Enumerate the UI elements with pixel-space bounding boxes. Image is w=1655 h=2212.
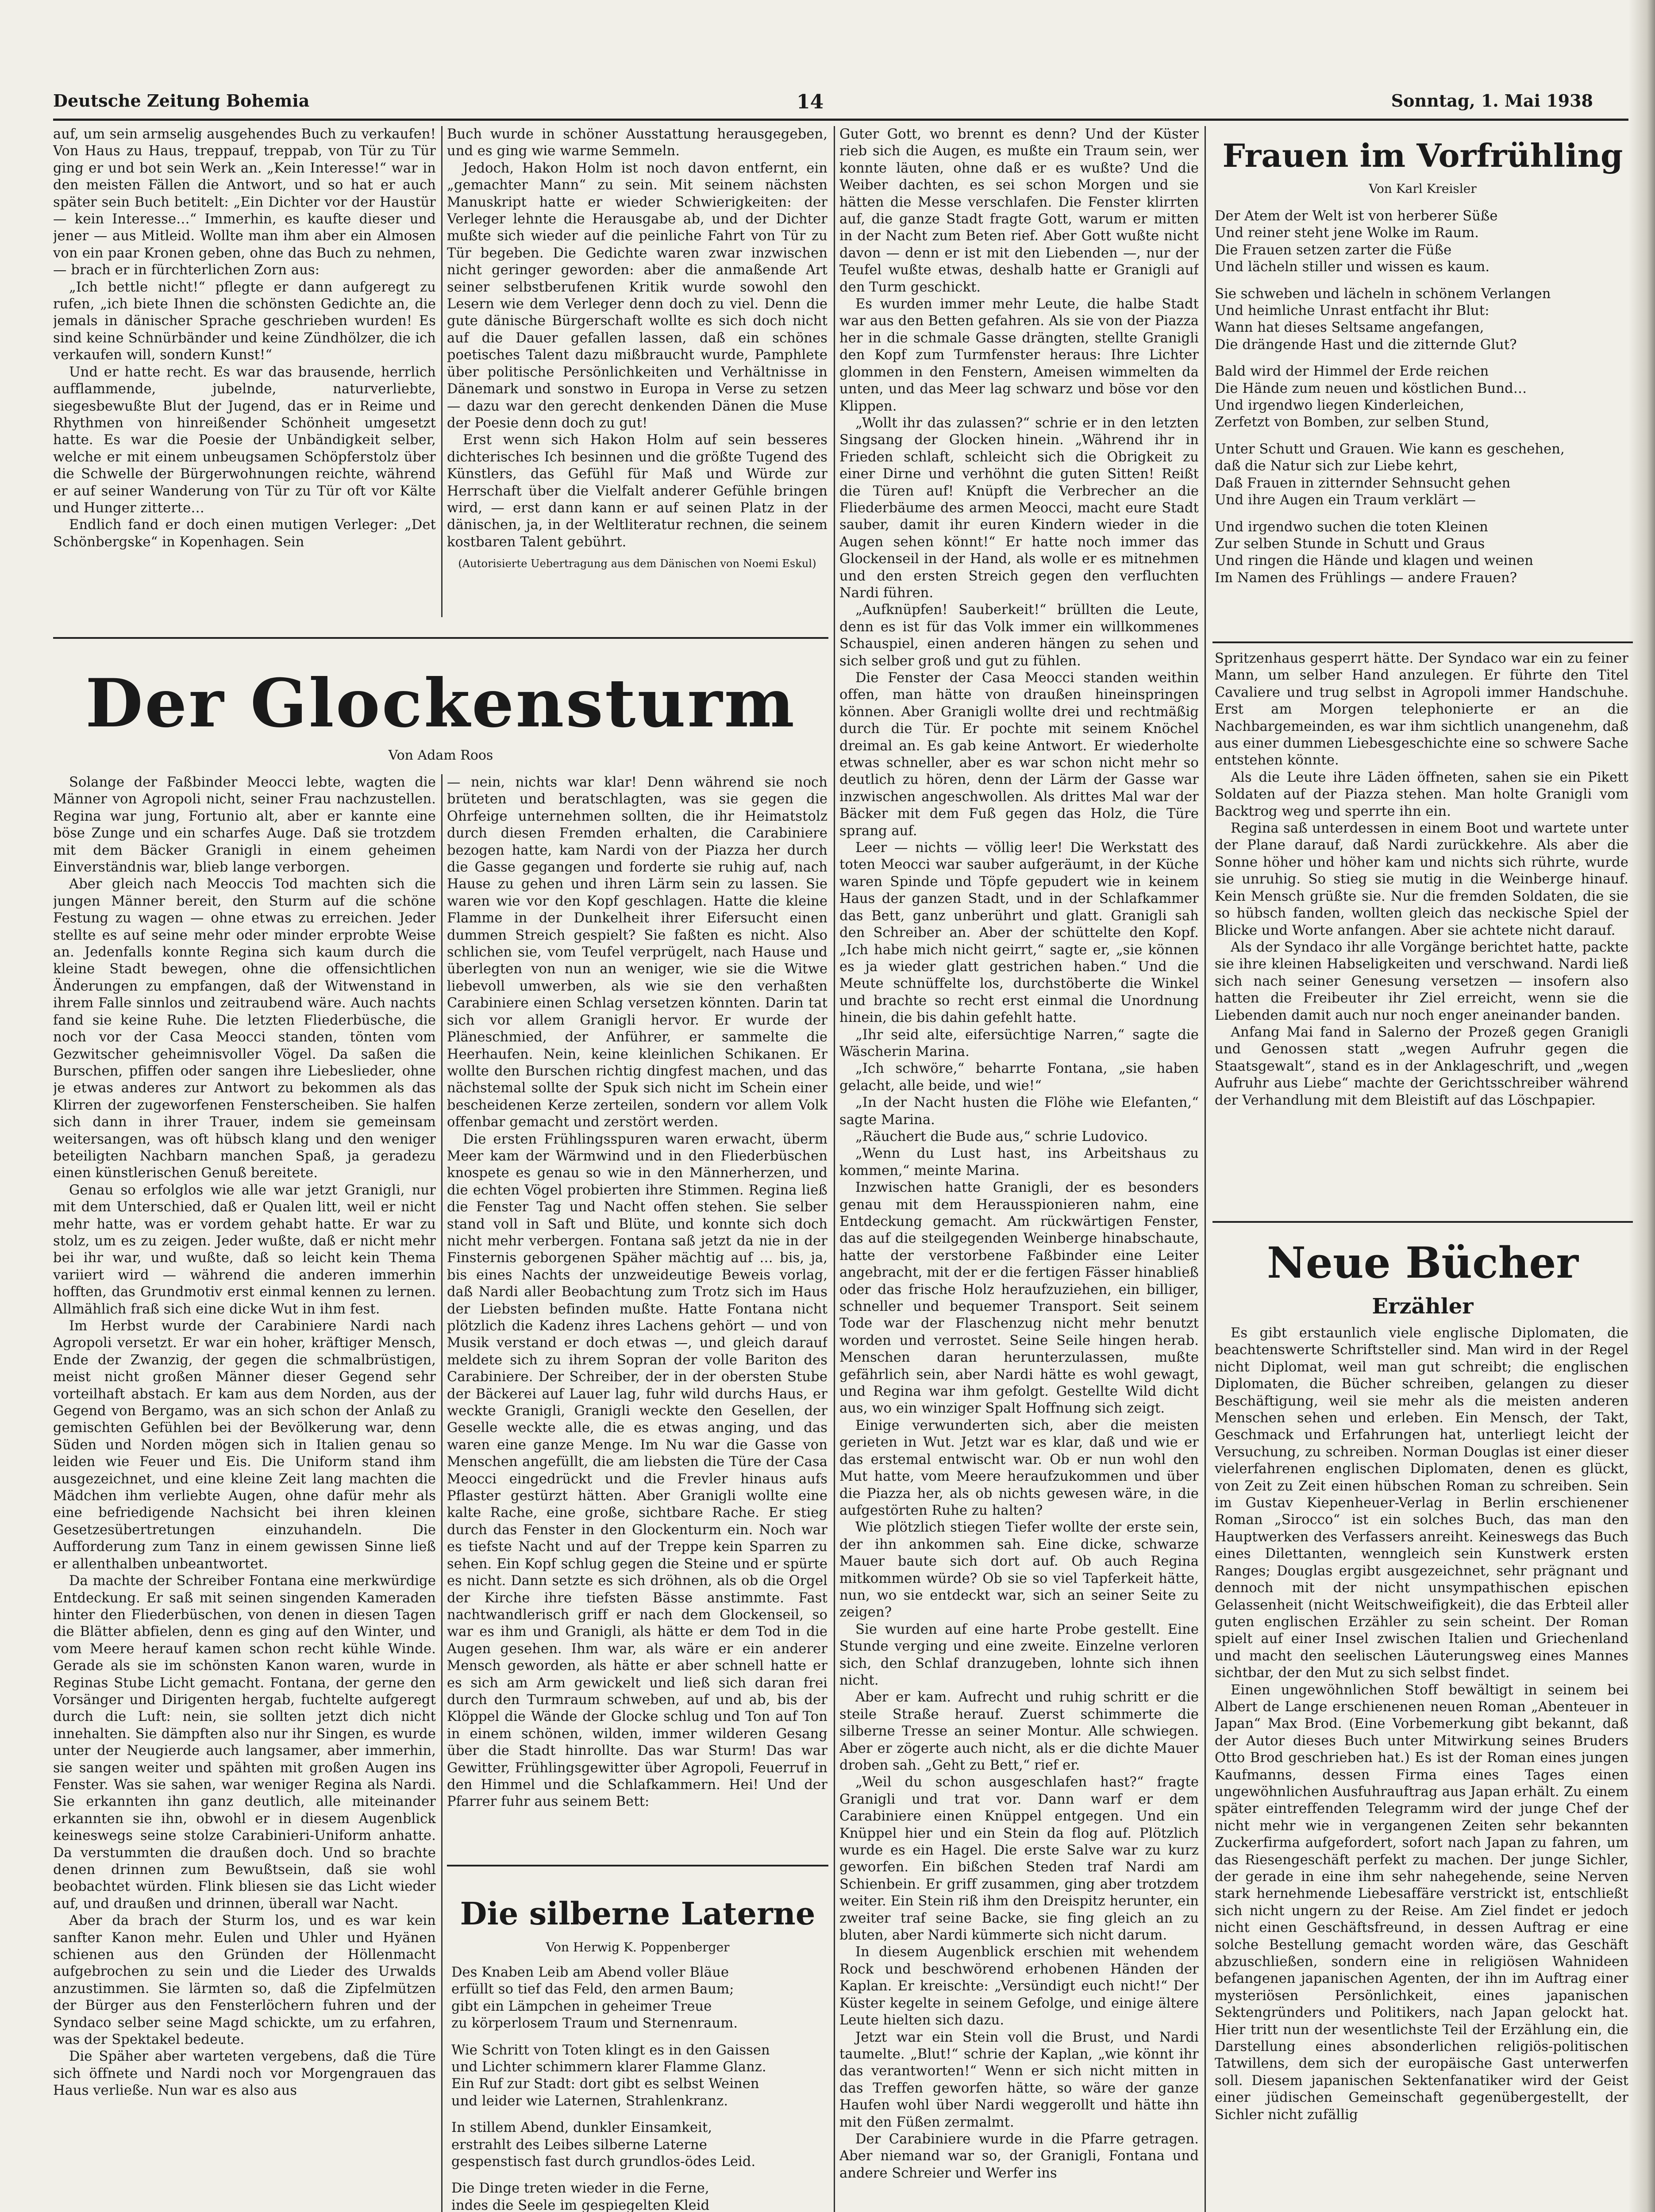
paragraph: In diesem Augenblick erschien mit wehendem Rock und beschwörend erhobenen Händen der Kaplan. Er kreischte: „Versündigt euch nicht!“ Der Küster kegelte in seinem Gefolge, und einige ältere Leute hielten sich dazu. bbox=[839, 1944, 1199, 2028]
story-column-2 bbox=[447, 774, 828, 1858]
paragraph: Die Späher aber warteten vergebens, daß die Türe sich öffnete und Nardi noch vor Morgengrauen das Haus verließe. Nun war es also aus bbox=[53, 2049, 436, 2099]
poem-line: Daß Frauen in zitternder Sehnsucht gehen bbox=[1215, 475, 1511, 491]
paper-name: Deutsche Zeitung Bohemia bbox=[53, 91, 310, 111]
paragraph: Im Herbst wurde der Carabiniere Nardi nach Agropoli versetzt. Er war ein hoher, kräftiger Mensch, Ende der Zwanzig, der gegen die schmalbrüstigen, meist nicht großen Männer dieser Gegend sehr vorteilhaft abstach. Er kam aus dem Norden, aus der Gegend von Bergamo, was an sich schon der Anlaß zu gemischten Gefühlen bei der Bevölkerung war, denn Süden und Norden mögen sich in Italien genau so leiden wie Feuer und Eis. Die Uniform stand ihm ausgezeichnet, und eine kleine Zeit lang machten die Mädchen ihm verliebte Augen, ohne dafür mehr als eine befriedigende Nachsicht bei ihren kleinen Gesetzesübertretungen einzuhandeln. Die Aufforderung zum Tanz in einem gewissen Sinne ließ er allenthalben unbeantwortet. bbox=[53, 1318, 436, 1572]
poem-stanza bbox=[1215, 208, 1628, 276]
paragraph: auf, um sein armselig ausgehendes Buch zu verkaufen! Von Haus zu Haus, treppauf, treppab, von Tür zu Tür ging er und bot sein Werk an. „Kein Interesse!“ war in den meisten Fällen die Antwort, und so hat er auch später sein Buch betitelt: „Ein Dichter vor der Haustür — kein Interesse…“ Immerhin, es kaufte dieser und jener — aus Mitleid. Wollte man ihm aber ein Almosen von ein paar Kronen geben, ohne das Buch zu nehmen, — brach er in fürchterlichen Zorn aus: bbox=[53, 127, 436, 278]
paragraph: Und er hatte recht. Es war das brausende, herrlich aufflammende, jubelnde, naturverliebte, siegesbewußte Blut der Jugend, das er in Reime und Rhythmen von hinreißender Schönheit umgesetzt hatte. Es war die Poesie der Unbändigkeit selber, welche er mit einem unbeugsamen Schöpferstolz über die Schwelle der Bürgerwohnungen reichte, während er auf seiner Wanderung von Tür zu Tür oft vor Kälte und Hunger zitterte… bbox=[53, 364, 436, 516]
books-title: Neue Bücher bbox=[1267, 1238, 1578, 1288]
poem-stanza bbox=[1215, 286, 1628, 354]
page-edge-shadow bbox=[1628, 0, 1655, 2212]
poem-stanza bbox=[451, 2120, 823, 2170]
paragraph: „Ihr seid alte, eifersüchtige Narren,“ sagte die Wäscherin Marina. bbox=[839, 1027, 1199, 1060]
paragraph: Die Fenster der Casa Meocci standen weithin offen, man hätte von draußen hineinspringen können. Aber Granigli wollte drei und rechtmäßig durch die Tür. Er pochte mit seinem Knöchel dreimal an. Es gab keine Antwort. Er wiederholte etwas schneller, aber es war schon nicht mehr so deutlich zu hören, denn der Lärm der Gasse war inzwischen angeschwollen. Als drittes Mal war der Bäcker mit dem Fuß gegen das Holz, die Türe sprang auf. bbox=[839, 670, 1199, 839]
poem-line: Die Frauen setzen zarter die Füße bbox=[1215, 242, 1452, 258]
poem-line: Sie schweben und lächeln in schönem Verlangen bbox=[1215, 286, 1551, 302]
poem-line: Und reiner steht jene Wolke im Raum. bbox=[1215, 225, 1479, 241]
story-byline: Von Adam Roos bbox=[388, 748, 493, 763]
poem-line: Bald wird der Himmel der Erde reichen bbox=[1215, 364, 1489, 380]
story-column-1 bbox=[53, 774, 436, 2212]
poem2-byline: Von Karl Kreisler bbox=[1369, 181, 1477, 196]
poem-line: Unter Schutt und Grauen. Wie kann es geschehen, bbox=[1215, 441, 1565, 457]
paragraph: Da machte der Schreiber Fontana eine merkwürdige Entdeckung. Er saß mit seinen singenden Kameraden hinter den Fliederbüschen, von denen in diesen Tagen die Blätter abfielen, denn es ging auf den Winter, und vom Meere herauf kamen schon recht kühle Winde. Gerade als sie im schönsten Kanon waren, wurde in Reginas Stube Licht gemacht. Fontana, der gerne den Vorsänger und Dirigenten hergab, fuchtelte aufgeregt durch die Luft: nein, sie sollten jetzt dich nicht innehalten. Sie dämpften also nur ihr Singen, es wurde unter der Neugierde auch langsamer, aber immerhin, sie sangen weiter und spähten mit großen Augen ins Fenster. Was sie sahen, war weniger Regina als Nardi. Sie erkannten ihn ganz deutlich, alle miteinander erkannten sie ihn, obwohl er in diesem Augenblick keineswegs seine stolze Carabinieri-Uniform anhatte. Da verstummten die draußen doch. Und so brachte denen drinnen zum Bewußtsein, daß sie wohl beobachtet würden. Flink bliesen sie das Licht wieder auf, und draußen und drinnen, überall war Nacht. bbox=[53, 1573, 436, 1912]
poem-line: Des Knaben Leib am Abend voller Bläue bbox=[451, 1965, 729, 1980]
paragraph: Der Carabiniere wurde in die Pfarre getragen. Aber niemand war so, der Granigli, Fontana und andere Schreier und Werfer ins bbox=[839, 2131, 1199, 2181]
paragraph: Regina saß unterdessen in einem Boot und wartete unter der Plane darauf, daß Nardi zurückkehre. Als aber die Sonne höher und höher kam und nichts sich rührte, wurde sie unruhig. So stieg sie mutig in die Weinberge hinauf. Kein Mensch grüßte sie. Nur die fremden Soldaten, die sie so hübsch fanden, wollten gleich das neckische Spiel der Blicke und Worte anfangen. Aber sie achtete nicht darauf. bbox=[1215, 821, 1628, 938]
story-end-rule bbox=[1212, 641, 1633, 643]
poem-byline: Von Herwig K. Poppenberger bbox=[546, 1940, 730, 1955]
poem-stanza bbox=[1215, 363, 1628, 431]
paragraph: Anfang Mai fand in Salerno der Prozeß gegen Granigli und Genossen statt „wegen Aufruhr gegen die Staatsgewalt“, stand es in der Anklageschrift, und „wegen Aufruhr aus Liebe“ machte der Gerichtsschreiber während der Verhandlung mit dem Bleistift auf das Löschpapier. bbox=[1215, 1024, 1628, 1108]
poem-line: indes die Seele im gespiegelten Kleid bbox=[451, 2197, 710, 2212]
poem-line: und Lichter schimmern klarer Flamme Glanz. bbox=[451, 2059, 766, 2075]
paragraph: „Weil du schon ausgeschlafen hast?“ fragte Granigli und trat vor. Dann warf er dem Carabiniere einen Knüppel entgegen. Und ein Knüppel hier und ein Stein da flog auf. Plötzlich wurde es ein Hagel. Die erste Salve war zu kurz geworfen. Ein bißchen Steden traf Nardi am Schienbein. Er griff zusammen, ging aber trotzdem weiter. Ein Stein riß ihm den Dreispitz herunter, ein zweiter traf seine Backe, sie fing gleich an zu bluten, aber Nardi kümmerte sich nicht darum. bbox=[839, 1774, 1199, 1943]
books-review bbox=[1215, 1325, 1628, 2212]
paragraph: Als der Syndaco ihr alle Vorgänge berichtet hatte, packte sie ihre kleinen Habseligkeiten und verschwand. Nardi ließ sich nach seiner Genesung versetzen — insofern also hatten die Freibeuter ihr Ziel erreicht, wenn sie die Liebenden damit auch nur noch enger aneinander banden. bbox=[1215, 939, 1628, 1023]
poem-stanza bbox=[1215, 519, 1628, 587]
poem-line: Wie Schritt von Toten klingt es in den Gaissen bbox=[451, 2042, 770, 2058]
poem-line: Die drängende Hast und die zitternde Glut? bbox=[1215, 337, 1517, 353]
paragraph: Aber da brach der Sturm los, und es war kein sanfter Kanon mehr. Eulen und Uhler und Hyänen schienen aus den Gründen der Höllenmacht aufgebrochen zu sein und die Lieder des Urwalds anzustimmen. Sie lärmten so, daß die Zipfelmützen der Bürger aus den Fensterlöchern fuhren und der Syndaco selber seine Magd schickte, um zu erfahren, was der Spektakel bedeute. bbox=[53, 1913, 436, 2048]
poem-line: Und irgendwo liegen Kinderleichen, bbox=[1215, 398, 1464, 414]
paragraph: Die ersten Frühlingsspuren waren erwacht, überm Meer kam der Wärmwind und in den Fliederbüschen knospete es genau so wie in den Männerherzen, und die echten Vögel probierten ihre Stimmen. Regina ließ die Fenster Tag und Nacht offen stehen. Sie selber stand voll in Saft und Blüte, und konnte sich doch nicht mehr verbergen. Fontana saß jetzt da nie in der Finsternis geborgenen Späher mächtig auf … bis, ja, bis eines Nachts der unzweideutige Beweis vorlag, daß Nardi aller Beobachtung zum Trotz sich im Haus der Liebsten befinden mußte. Hatte Fontana nicht plötzlich die Kadenz ihres Lachens gehört — und von Musik verstand er doch etwas —, und gleich darauf meldete sich zu ihrem Sopran der volle Bariton des Carabiniere. Der Schreiber, der in der obersten Stube der Bäckerei auf Lauer lag, fuhr wild durchs Haus, er weckte Granigli, Granigli weckte den Gesellen, der Geselle weckte alle, die es etwas anging, und das waren eine ganze Menge. Im Nu war die Gasse von Menschen angefüllt, die am liebsten die Türe der Casa Meocci eingedrückt und die Frevler hinaus aufs Pflaster gestürzt hätten. Aber Granigli wollte eine kalte Rache, eine große, sichtbare Rache. Er stieg durch das Fenster in den Glockenturm ein. Noch war es tiefste Nacht und auf der Treppe kein Sparren zu sehen. Ein Kopf schlug gegen die Steine und er spürte es nicht. Dann setzte es sich dröhnen, als ob die Orgel der Kirche ihre tiefsten Bässe anstimmte. Fast nachtwandlerisch griff er nach dem Glockenseil, so war es ihm und Granigli, als hätte er dem Tod in die Augen gesehen. Ihm war, als wäre er ein anderer Mensch geworden, als hätte er aber schnell hatte er es sich am Arm gewickelt und ließ sich daran frei durch den Turmraum schweben, auf und ab, bis der Klöppel die Wände der Glocke schlug und Ton auf Ton in einem schönen, wilden, immer wilderen Gesang über die Stadt hinrollte. Das war Sturm! Das war Gewitter, Frühlingsgewitter über Agropoli, Feuerruf in den Himmel und die Schlafkammern. Hei! Und der Pfarrer fuhr aus seinem Bett: bbox=[447, 1131, 828, 1810]
story-column-3 bbox=[839, 126, 1199, 2212]
poem-stanza bbox=[1215, 441, 1628, 509]
paragraph: Aber er kam. Aufrecht und ruhig schritt er die steile Straße herauf. Zuerst schimmerte die silberne Tresse an seiner Montur. Alle schwiegen. Aber er zögerte auch nicht, als er die dichte Mauer droben sah. „Geht zu Bett,“ rief er. bbox=[839, 1690, 1199, 1773]
poem-line: Wann hat dieses Seltsame angefangen, bbox=[1215, 320, 1484, 336]
poem-line: Zur selben Stunde in Schutt und Graus bbox=[1215, 536, 1485, 552]
poem-line: und leider wie Laternen, Strahlenkranz. bbox=[451, 2093, 728, 2109]
paragraph: Endlich fand er doch einen mutigen Verleger: „Det Schönbergske“ in Kopenhagen. Sein bbox=[53, 517, 436, 550]
paragraph: Guter Gott, wo brennt es denn? Und der Küster rieb sich die Augen, es mußte ein Traum sein, wer konnte läuten, ohne daß er es wußte? Und die Weiber dachten, es sei schon Morgen und sie hätten die Messe verschlafen. Die Fenster klirrten auf, die ganze Stadt fragte Gott, warum er mitten in der Nacht zum Beten rief. Aber Gott wußte nicht davon — denn er ist mit den Liebenden —, nur der Teufel wußte etwas, deshalb hatte er Granigli auf den Turm geschickt. bbox=[839, 127, 1199, 295]
paragraph: Es wurden immer mehr Leute, die halbe Stadt war aus den Betten gefahren. Als sie von der Piazza her in die schmale Gasse drängten, stellte Granigli den Kopf zum Turmfenster heraus: Ihre Lichter glommen in den Fenstern, Ameisen wimmelten da unten, und das Meer lag schwarz und böse vor den Klippen. bbox=[839, 296, 1199, 414]
books-subtitle: Erzähler bbox=[1372, 1294, 1474, 1319]
page-number: 14 bbox=[797, 91, 824, 113]
poem-line: Ein Ruf zur Stadt: dort gibt es selbst Weinen bbox=[451, 2076, 759, 2092]
poem-line: gespenstisch fast durch grundlos-ödes Leid. bbox=[451, 2154, 756, 2170]
paragraph: Jetzt war ein Stein voll die Brust, und Nardi taumelte. „Blut!“ schrie der Kaplan, „wie könnt ihr das verantworten!“ Wenn er sich nicht mitten in das Treffen geworfen hätte, so wäre der ganze Haufen wohl über Nardi weggerollt und hätte ihn mit den Füßen zermalmt. bbox=[839, 2029, 1199, 2130]
poem-line: Und ihre Augen ein Traum verklärt — bbox=[1215, 492, 1476, 508]
paragraph: Einen ungewöhnlichen Stoff bewältigt in seinem bei Albert de Lange erschienenen neuen Roman „Abenteuer in Japan“ Max Brod. (Eine Vorbemerkung gibt bekannt, daß der Autor dieses Buch unter Mitwirkung seines Bruders Otto Brod geschrieben hat.) Es ist der Roman eines jungen Kaufmanns, dessen Firma eines Tages einen ungewöhnlichen Ausfuhrauftrag aus Japan erhält. Zu einem später eintreffenden Telegramm wird der junge Chef der nicht mehr wie in vergangenen Zeiten sehr bekannten Zuckerfirma aufgefordert, sofort nach Japan zu fahren, um das Riesengeschäft perfekt zu machen. Der junge Sichler, der gerade in eine ihm sehr nahegehende, seine Nerven stark hernehmende Liebesaffäre verstrickt ist, entschließt sich nicht ungern zu der Reise. Am Ziel findet er jedoch nicht einen Geschäftsfreund, in dessen Auftrag er eine solche Bestellung gemacht worden wäre, das Geschäft abzuschließen, sondern eine in religiösen Wahnideen befangenen japanischen Agenten, der ihn im Auftrag einer mysteriösen Persönlichkeit, eines japanischen Sektengründers und Politikers, nach Japan gelockt hat. Hier tritt nun der wesentlichste Teil der Erzählung ein, die Darstellung eines absonderlichen religiös-politischen Tatwillens, dem sich der europäische Gast unterwerfen soll. Diesem japanischen Sektenfanatiker wird der Geist einer jüdischen Gemeinschaft gegenübergestellt, der Sichler nicht zufällig bbox=[1215, 1682, 1628, 2123]
poem-title: Die silberne Laterne bbox=[460, 1895, 816, 1932]
paragraph: Wie plötzlich stiegen Tiefer wollte der erste sein, der ihn ankommen sah. Eine dicke, schwarze Mauer baute sich dort auf. Ob auch Regina mitkommen würde? Ob sie so viel Tapferkeit hätte, nun, wo sie entdeckt war, sich an seiner Seite zu zeigen? bbox=[839, 1520, 1199, 1621]
column-divider bbox=[834, 126, 835, 2212]
masthead bbox=[53, 91, 1628, 117]
paragraph: Als die Leute ihre Läden öffneten, sahen sie ein Pikett Soldaten auf der Piazza stehen. Man holte Granigli vom Backtrog weg und sperrte ihn ein. bbox=[1215, 769, 1628, 819]
column-divider bbox=[441, 126, 443, 617]
column-1-top bbox=[53, 126, 436, 630]
poem-line: Und irgendwo suchen die toten Kleinen bbox=[1215, 519, 1488, 535]
poem-line: Die Hände zum neuen und köstlichen Bund… bbox=[1215, 380, 1527, 396]
paragraph: „Räuchert die Bude aus,“ schrie Ludovico. bbox=[855, 1129, 1148, 1144]
paragraph: Buch wurde in schöner Ausstattung herausgegeben, und es ging wie warme Semmeln. bbox=[447, 127, 828, 159]
poem-body bbox=[451, 1964, 823, 2212]
column-divider bbox=[441, 774, 443, 2212]
poem-stanza bbox=[451, 2180, 823, 2212]
poem-line: Zerfetzt von Bomben, zur selben Stund, bbox=[1215, 415, 1490, 430]
paragraph: — nein, nichts war klar! Denn während sie noch brüteten und beratschlagten, was sie gegen die Ohrfeige unternehmen sollten, die ihr Heimatstolz durch diesen Fremden erhalten, die Carabiniere bezogen hatte, kam Nardi von der Piazza her durch die Gasse gegangen und forderte sie ruhig auf, nach Hause zu gehen und ihren Lärm sein zu lassen. Sie waren wie vor den Kopf geschlagen. Hatte die kleine Flamme in der Dunkelheit ihrer Eifersucht einen dummen Streich gespielt? Sie faßten es nicht. Also schlichen sie, vom Teufel verprügelt, nach Hause und überlegten von nun an weniger, wie sie die Witwe liebevoll umwerben, als wie sie den verhaßten Carabiniere einen Schlag versetzen könnten. Darin tat sich vor allem Granigli hervor. Er wurde der Pläneschmied, der Anführer, er sammelte die Heerhaufen. Nein, keine kleinlichen Schikanen. Er wollte den Burschen richtig dingfest machen, und das nächstemal sollte der Spuk sich nicht im Schein einer bescheidenen Kerze zerteilen, sondern vor allem Volk offenbar gemacht und zerstört werden. bbox=[447, 775, 828, 1130]
poem-stanza bbox=[451, 2042, 823, 2110]
paragraph: Leer — nichts — völlig leer! Die Werkstatt des toten Meocci war sauber aufgeräumt, in der Küche waren Spinde und Töpfe gepudert wie in keinem Haus der ganzen Stadt, und in der Schlafkammer das Bett, ganz unberührt und glatt. Granigli sah den Schreiber an. Aber der schüttelte den Kopf. „Ich habe mich nicht geirrt,“ sagte er, „sie können es ja wieder glatt gestrichen haben.“ Und die Meute schnüffelte los, durchstöberte die Winkel und brachte so recht erst einmal die Unordnung hinein, die bis dahin gefehlt hatte. bbox=[839, 840, 1199, 1026]
paragraph: „Ich bettle nicht!“ pflegte er dann aufgeregt zu rufen, „ich biete Ihnen die schönsten Gedichte an, die jemals in dänischer Sprache geschrieben wurden! Es sind keine Schnürbänder und keine Zündhölzer, die ich verkaufen will, sondern Kunst!“ bbox=[53, 279, 436, 363]
paragraph: Es gibt erstaunlich viele englische Diplomaten, die beachtenswerte Schriftsteller sind. Man wird in der Regel nicht Diplomat, weil man gut schreibt; die englischen Diplomaten, die Bücher schreiben, gelangen zu dieser Beschäftigung, weil sie mehr als die meisten anderen Menschen sehen und erleben. Ein Mensch, der Takt, Geschmack und Erfahrungen hat, unterliegt leicht der Versuchung, zu schreiben. Norman Douglas ist einer dieser vielerfahrenen englischen Diplomaten, denen es glückt, von Zeit zu Zeit einen hübschen Roman zu schreiben. Sein im Gustav Kiepenheuer-Verlag in Berlin erschienener Roman „Sirocco“ ist ein solches Buch, das man den Hauptwerken des Verfassers anreiht. Keineswegs das Buch eines Dilettanten, wenngleich sein Kunstwerk ersten Ranges; Douglas ergibt ausgezeichnet, sehr prägnant und dennoch mit der nicht unsympathischen epischen Gelassenheit (nicht Weitschweifigkeit), die das Erbteil aller guten englischen Erzähler zu sein scheint. Der Roman spielt auf einer Insel zwischen Italien und Griechenland und macht den seelischen Läuterungsweg eines Mannes sichtbar, der den Mut zu sich selbst findet. bbox=[1215, 1325, 1628, 1681]
paragraph: Genau so erfolglos wie alle war jetzt Granigli, nur mit dem Unterschied, daß er Qualen litt, weil er nicht mehr hatte, was er vordem gehabt hatte. Er war zu stolz, um es zu zeigen. Jeder wußte, daß er nicht mehr bei ihr war, und wußte, daß so leicht kein Thema variiert wird — während die anderen immerhin hofften, das Grundmotiv erst einmal kennen zu lernen. Allmählich fraß sich eine dicke Wut in ihm fest. bbox=[53, 1182, 436, 1317]
poem-line: In stillem Abend, dunkler Einsamkeit, bbox=[451, 2120, 712, 2136]
poem-line: Die Dinge treten wieder in die Ferne, bbox=[451, 2181, 709, 2197]
poem-top-rule bbox=[447, 1865, 828, 1866]
poem-line: Und lächeln stiller und wissen es kaum. bbox=[1215, 259, 1490, 275]
paragraph: „Aufknüpfen! Sauberkeit!“ brüllten die Leute, denn es ist für das Volk immer ein willkommenes Schauspiel, einen anderen hängen zu sehen und sich selber groß und gut zu fühlen. bbox=[839, 602, 1199, 669]
paragraph: „In der Nacht husten die Flöhe wie Elefanten,“ sagte Marina. bbox=[839, 1095, 1199, 1128]
paragraph: „Ich schwöre,“ beharrte Fontana, „sie haben gelacht, alle beide, und wie!“ bbox=[839, 1061, 1199, 1094]
poem-line: daß die Natur sich zur Liebe kehrt, bbox=[1215, 458, 1458, 474]
paragraph: Spritzenhaus gesperrt hätte. Der Syndaco war ein zu feiner Mann, um selber Hand anzulegen. Er führte den Titel Cavaliere und trug selbst in Agropoli immer Handschuhe. Erst am Morgen telephonierte er an die Nachbargemeinden, es war ihm sichtlich unangenehm, daß aus einer dummen Liebesgeschichte eine so schwere Sache entstehen könnte. bbox=[1215, 651, 1628, 768]
issue-date: Sonntag, 1. Mai 1938 bbox=[1391, 91, 1593, 111]
paragraph: Solange der Faßbinder Meocci lebte, wagten die Männer von Agropoli nicht, seiner Frau nachzustellen. Regina war jung, Fortunio alt, aber er kannte eine böse Zunge und ein scharfes Auge. Daß sie trotzdem mit dem Bäcker Granigli in einem geheimen Einverständnis war, blieb lange verborgen. bbox=[53, 775, 436, 876]
paragraph: „Wollt ihr das zulassen?“ schrie er in den letzten Singsang der Glocken hinein. „Während ihr in Frieden schlaft, schleicht sich die Obrigkeit zu einer Dirne und verhöhnt die guten Sitten! Reißt die Türen auf! Knüpft die Verbrecher an die Fliederbäume des armen Meocci, macht eure Stadt sauber, damit ihr euren Kindern wieder in die Augen sehen könnt!“ Er hatte noch immer das Glockenseil in der Hand, als wolle er es mitnehmen und den ersten Streich gegen den verfluchten Nardi führen. bbox=[839, 415, 1199, 601]
paragraph: Einige verwunderten sich, aber die meisten gerieten in Wut. Jetzt war es klar, daß und wie er das erstemal entwischt war. Ob er nun wohl den Mut hatte, vom Meere heraufzukommen und über die Piazza her, als ob nichts gewesen wäre, in die aufgestörten Ruhe zu halten? bbox=[839, 1417, 1199, 1518]
story-top-rule bbox=[53, 637, 828, 639]
masthead-rule bbox=[53, 119, 1628, 121]
paragraph: Inzwischen hatte Granigli, der es besonders genau mit dem Herausspionieren nahm, eine Entdeckung gemacht. Am rückwärtigen Fenster, das auf die steilgegenden Weinberge hinabschaute, hatte der verstorbene Faßbinder eine Leiter angebracht, mit der er die fertigen Fässer hinabließ oder das frische Holz heraufzuziehen, ein billiger, schneller und bequemer Transport. Seit seinem Tode war der Flaschenzug nicht mehr benutzt worden und verrostet. Seine Seile hingen herab. Menschen daran herunterzulassen, mußte gefährlich sein, aber Nardi hätte es wohl gewagt, und Regina war ihm gefolgt. Gestellte Wild dicht aus, wo ein winziger Spalt Hoffnung sich zeigt. bbox=[839, 1180, 1199, 1417]
poem-line: gibt ein Lämpchen in geheimer Treue bbox=[451, 1998, 712, 2014]
poem-line: erfüllt so tief das Feld, den armen Baum; bbox=[451, 1982, 734, 1997]
poem-line: Im Namen des Frühlings — andere Frauen? bbox=[1215, 570, 1517, 586]
translation-credit: (Autorisierte Uebertragung aus dem Dänischen von Noemi Eskul) bbox=[458, 557, 816, 570]
story-conclusion bbox=[1215, 650, 1628, 1214]
poem2-title: Frauen im Vorfrühling bbox=[1222, 137, 1623, 174]
paragraph: Sie wurden auf eine harte Probe gestellt. Eine Stunde verging und eine zweite. Einzelne verloren sich, den Schlaf dranzugeben, lohnte sich ihnen nicht. bbox=[839, 1621, 1199, 1688]
poem-stanza bbox=[451, 1964, 823, 2032]
poem-line: Und ringen die Hände und klagen und weinen bbox=[1215, 553, 1533, 569]
poem2-body bbox=[1215, 208, 1628, 637]
paragraph: Erst wenn sich Hakon Holm auf sein besseres dichterisches Ich besinnen und die größte Tugend des Künstlers, das Gefühl für Maß und Würde zur Herrschaft über die Vielfalt anderer Gefühle bringen wird, — erst dann kann er auf seinen Platz in der dänischen, ja, in der Weltliteratur rechnen, die seinem kostbaren Talent gebührt. bbox=[447, 432, 828, 550]
poem-line: zu körperlosem Traum und Sternenraum. bbox=[451, 2016, 738, 2032]
paragraph: Aber gleich nach Meoccis Tod machten sich die jungen Männer bereit, den Sturm auf die schöne Festung zu wagen — ohne etwas zu erreichen. Jeder stellte es auf seine mehr oder minder erprobte Weise an. Jedenfalls konnte Regina sich kaum durch die kleine Stadt bewegen, ohne die offensichtlichen Änderungen zu empfangen, daß der Witwenstand in ihrem Falle sinnlos und zeitraubend wäre. Auch nachts fand sie keine Ruhe. Die letzten Fliederbüsche, die noch vor der Casa Meocci standen, tönten vom Gezwitscher geheimnisvoller Vögel. Da saßen die Burschen, pfiffen oder sangen ihre Liebeslieder, ohne je etwas anderes zur Antwort zu bekommen als das Klirren der zugeworfenen Fensterscheiben. Sie halfen sich dann in ihrer Trauer, indem sie gemeinsam weitersangen, was oft hübsch klang und den weniger beteiligten Nachbarn manchen Spaß, ja geradezu einen künstlerischen Genuß bereitete. bbox=[53, 876, 436, 1181]
column-divider bbox=[1205, 126, 1206, 2212]
poem-line: Und heimliche Unrast entfacht ihr Blut: bbox=[1215, 303, 1490, 319]
books-top-rule bbox=[1212, 1221, 1633, 1223]
poem-line: erstrahlt des Leibes silberne Laterne bbox=[451, 2137, 707, 2153]
column-2-top bbox=[447, 126, 828, 630]
poem-line: Der Atem der Welt ist von herberer Süße bbox=[1215, 208, 1498, 224]
paragraph: „Wenn du Lust hast, ins Arbeitshaus zu kommen,“ meinte Marina. bbox=[839, 1146, 1199, 1179]
story-title: Der Glockensturm bbox=[85, 664, 797, 742]
paragraph: Jedoch, Hakon Holm ist noch davon entfernt, ein „gemachter Mann“ zu sein. Mit seinem nächsten Manuskript hatte er wieder Schwierigkeiten: der Verleger lehnte die Herausgabe ab, und der Dichter mußte sich wieder auf die peinliche Fahrt von Tür zu Tür begeben. Die Gedichte waren zwar inzwischen nicht geringer geworden: aber die anmaßende Art seiner selbstberufenen Kritik wurde sowohl den Lesern wie dem Verleger denn doch zu viel. Denn die gute dänische Bürgerschaft wollte es sich doch nicht auf die Dauer gefallen lassen, daß ein schönes poetisches Talent dazu mißbraucht wurde, Pamphlete über politische Persönlichkeiten und Verhältnisse in Dänemark und sonstwo in Europa in Verse zu setzen — dazu war den gerecht denkenden Dänen die Muse der Poesie denn doch zu gut! bbox=[447, 160, 828, 431]
